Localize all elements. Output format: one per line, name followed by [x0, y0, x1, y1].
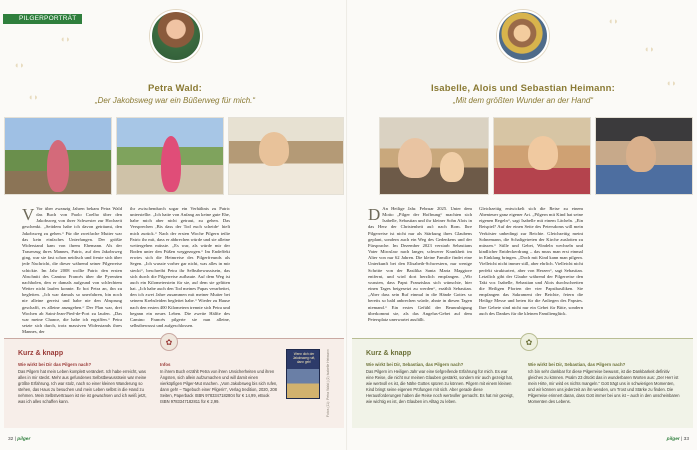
child-figure	[440, 152, 464, 182]
footer-right: pilger | 33	[666, 437, 689, 442]
face-figure	[259, 132, 289, 166]
photo-father-child	[595, 117, 693, 195]
portrait-petra	[150, 10, 202, 62]
shell-medallion-icon: ✿	[520, 333, 538, 351]
article-column-1	[22, 206, 122, 336]
footprint-decoration-icon: ◖◗	[644, 44, 655, 54]
article-column-3	[368, 206, 472, 336]
photo-family-church	[493, 117, 591, 195]
column-text: Vor über zwanzig Jahren bekam Petra Wald das Buch von Paolo Coelho über den Jakobsweg von ihrer Schwester zur Hochzeit geschenkt. „Seitdem habe ich davon geträumt, den Jakobsweg zu gehen.“ Für die zweifache Mutter war das kein einfaches Unterfangen. Der größte Widerstand kam von ihrem Ehemann. Als der Trauerzug ihres Mannes, Patric, auf den Jakobsweg ging, war sie fast schon neidisch und freute sich über jede Nachricht, die dieser während seiner Pilgerreise schickte. Im Jahr 2008 wollte Patric den ersten Abschnitt des Camino Francés über die Pyrenäen nachholen, den er damals aufgrund von schlechtem Wetter nicht laufen konnte. Er bot Petra an, ihn zu begleiten. „Ich war damals so unerfahren, bin noch nie alleine gereist und habe nie den Absprung geschafft, es alleine anzugehen.“ Der Plan war, drei Wochen ab Saint-Jean-Pied-de-Port zu laufen. „Das war meine Chance, die habe ich ergriffen.“ Petra setzte sich durch, trotz massiven Widerstands ihres Mannes, der	[22, 206, 122, 335]
book-cover	[286, 349, 320, 399]
mother-figure	[398, 138, 432, 178]
info-question-1: Wie wirkt bei Dir, Sebastian, das Pilgern nach?	[366, 362, 464, 367]
info-answer-1: Das Pilgern hat mein Leben komplett verändert. Ich habe erreicht, was alles in mir steckt. Mehr aus gefundenes Selbstbewusstsein war meine größte Erfahrung. Ich war stolz, nach so einer kleinen Wanderung so stehen, das Haus zu besuchen und mein Leben selbst in die Hand zu nehmen. Mein Selbstvertrauen ist nie ist gewachsen und ich weiß jetzt, was ich alles schaffen kann.	[18, 369, 147, 404]
info-answer-2: In ihrem Buch erzählt Petra von ihren Unsicherheiten und ihren Ängsten, sich allein aufzumachen und will damit einen vierköpfigen Pilger-Mut machen. „Vom Jakobsweg bis sich rufen, dann geh! – Tagebuch einer Pilgerin“, Verlag tredition, 2020, 208 Seiten, Paperback ISBN 9783347182804 für € 14,99, eBook ISBN 9783347182811 für € 2,99.	[160, 369, 278, 404]
article-column-4: Gleichzeitig entwickelt sich die Reise zu einem Abenteuer ganz eigener Art. „Pilgern mit Kind hat seine eigenen Regeln“, sagt Isabelle mit einem Lächeln. „Ein Beispiel? Auf der einen Seite des Petersdoms will mein Verköster unbedingt zur Beichte. Gleichzeitig meint Sohnemann, die Schaltgetreten der Kirche auslotten zu müssen.“ Stille und Gebet, Windeln wechseln und kindlicher Entdeckerdrang – das muss man erst einmal in Einklang bringen. „Doch mit Kind kann man pilgern. Vielleicht nicht immer still, aber ehrlich. Vielleicht nicht perfekt strukturiert, aber von Herzen“, sagt Sebastian. Letztlich gibt der Glaube während der Pilgerreise den Takt vor. Isabelle, Sebastian und Alois durchschreiten die Heiligen Pforten der vier Papstbasiliken. Sie empfangen das Sakrament der Beichte, feiern die Heilige Messe und beten für die Anliegen des Papstes. Ihre Gebete sind nicht nur ein Gebet für Bitte, sondern auch des Dankes für die kleinen Familienglück.	[479, 206, 583, 316]
info-box-left	[4, 338, 344, 428]
headline-quote: „Der Jakobsweg war ein Büßerweg für mich.“	[94, 96, 256, 105]
page-number: 33	[683, 437, 689, 442]
info-answer-1: Das Pilgern im Heiligen Jahr war eine tiefgreifende Erfahrung für mich. Es war eine Reise, die nicht nur meinen Glauben gestärkt, sondern mir auch gezeigt hat, wie wertvoll es ist, die Nähe Gottes spüren zu können. Pilgern mit einem kleinen Kind bringt seine eigenen Prüfungen mit sich. Aber gerade diese Herausforderungen haben die Reise noch wertvoller gemacht. Es hat mir gezeigt, wie wichtig es ist, den Glauben im Alltag zu leben.	[366, 369, 514, 404]
drop-cap: D	[368, 206, 381, 224]
book-title: Wenn dich der Jakobsweg ruft, dann geh!	[292, 352, 316, 364]
page-number: 32	[8, 437, 14, 442]
photo-waymarker	[116, 117, 224, 195]
hiker-figure	[47, 140, 69, 192]
photo-credit: Fotos (11): Petra Wald | (2) Isabelle Heimann	[326, 349, 330, 417]
headline-quote: „Mit dem größten Wunder an der Hand“	[452, 96, 594, 105]
info-question-1: Wie wirkt bei Dir das Pilgern nach?	[18, 362, 92, 367]
info-box-right	[352, 338, 693, 428]
father-figure	[626, 136, 656, 172]
footer-left: 32 | pilger	[8, 437, 31, 442]
photo-hiker	[4, 117, 112, 195]
footprint-decoration-icon: ◖◗	[28, 92, 39, 102]
photo-mother-child	[379, 117, 489, 195]
photo-credencial	[228, 117, 344, 195]
footprint-decoration-icon: ◖◗	[666, 78, 677, 88]
footer-brand: pilger	[666, 437, 680, 442]
info-box-title: Kurz & knapp	[18, 350, 64, 357]
footer-brand: pilger	[17, 437, 31, 442]
footprint-decoration-icon: ◖◗	[60, 34, 71, 44]
info-question-2: Wie wirkt bei Dir, Sebastian, das Pilgern nach?	[528, 362, 626, 367]
section-tag: PILGERPORTRÄT	[3, 14, 82, 24]
article-column-2: ihr zwischendurch sogar ein Verhältnis zu Patric unterstellte. „Ich hatte von Anfang an keine gute Ehe, habe mich aber nicht getraut, zu gehen. Das Versprechen ‚Bis dass der Tod euch scheide‘ hielt mich zurück.“ Nach der ersten Woche Pilgern teilte Patric ihr mit, dass er abbrechen würde und sie alleine weitergehen müsste. „Es war, als würde mir der Boden unter den Füßen weggezogen.“ Im Endeffekt erwies sich die Heimreise des Pilgerfreunds als Segen. „Ich wusste vorher gar nicht, was alles in mir steckt“, beschreibt Petra ihr Selbstbewusstsein, das sich durch die Pilgerreise aufbaute. Auf dem Weg ist auch ein Kilometerstein für sie, auf dem sie gelitten hat. „Ich habe auch den Tod meines Papas verarbeitet, den ich zwei Jahre zusammen mit meiner Mutter bei seinem Krebsleiden begleitet habe.“ Wieder zu Hause nach den ersten 400 Kilometern trennte sich Petra und begann ein neues Leben. Die zweite Hälfte des Camino Francés pilgerte sie nun alleine, selbstbewusst und aufgeschlossen.	[130, 206, 230, 328]
info-answer-2: Ich bin sehr dankbar für diese Pilgerreise bewusst, ist die Dankbarkeit definitiv gleiches zu können. Psalm 23 drückt das in wunderbaren Worten aus: „Der Herr ist mein Hirte, mir wird es nichts mangeln.“ Gott trägt uns in schwierigen Momenten, und wir können uns jederzeit an ihn wenden, um Trost und Stärke zu finden. Die Pilgerreise erinnert daran, dass Gott immer bei uns ist – auch in den unscheinbaren Momenten des Lebens.	[528, 369, 680, 404]
left-page	[0, 0, 348, 450]
footprint-decoration-icon: ◖◗	[14, 60, 25, 70]
person-name: Petra Wald:	[147, 83, 203, 94]
shell-medallion-icon: ✿	[160, 333, 178, 351]
portrait-child	[497, 10, 549, 62]
headline-right	[368, 83, 678, 105]
info-question-2: Infos	[160, 362, 171, 367]
pilgrim-figure	[161, 136, 181, 192]
person-name: Isabelle, Alois und Sebastian Heimann:	[430, 83, 616, 94]
footprint-decoration-icon: ◖◗	[608, 16, 619, 26]
family-figure	[528, 136, 558, 170]
info-box-title: Kurz & knapp	[366, 350, 412, 357]
headline-left	[20, 83, 330, 105]
column-text: An Heilige Jahr. Februar 2025. Unter dem Motto „Pilger der Hoffnung“ machten sich Isabelle, Sebastian und ihr kleiner Sohn Alois in das Herz der Christenheit auf: nach Rom. Ihre Pilgerreise ist nicht nur als Stärkung ihres Glaubens geplant, sondern auch ein Weg des Gedenkens und der Fürsprache. Im Dezember 2023 verstarb Sebastians Vater Miroslaw nach langer, schwerer Krankheit im Alter von nur 62 Jahren. Die kleine Familie findet eine Unterkunft bei den Elisabeth-Schwestern, nur wenige Schritte von der Basilika Santa Maria Maggiore entfernt, und wird dort herzlich empfangen. „Wir wussten, dass Papst Franziskus sich wünschte, hier einen Tages beigesetzt zu werden“, erzählt Sebastian. „Aber dass sein Ruf einmal in die Hände Gottes so bereits so bald anbrechen würde, ahnte in diesen Tagen niemand.“ Ein erstes Gefühl der Beunruhigung überkommt sie, als das Angelus-Gebet auf dem Petersplatz unerwartet ausfällt.	[368, 206, 472, 322]
drop-cap: V	[22, 206, 35, 224]
